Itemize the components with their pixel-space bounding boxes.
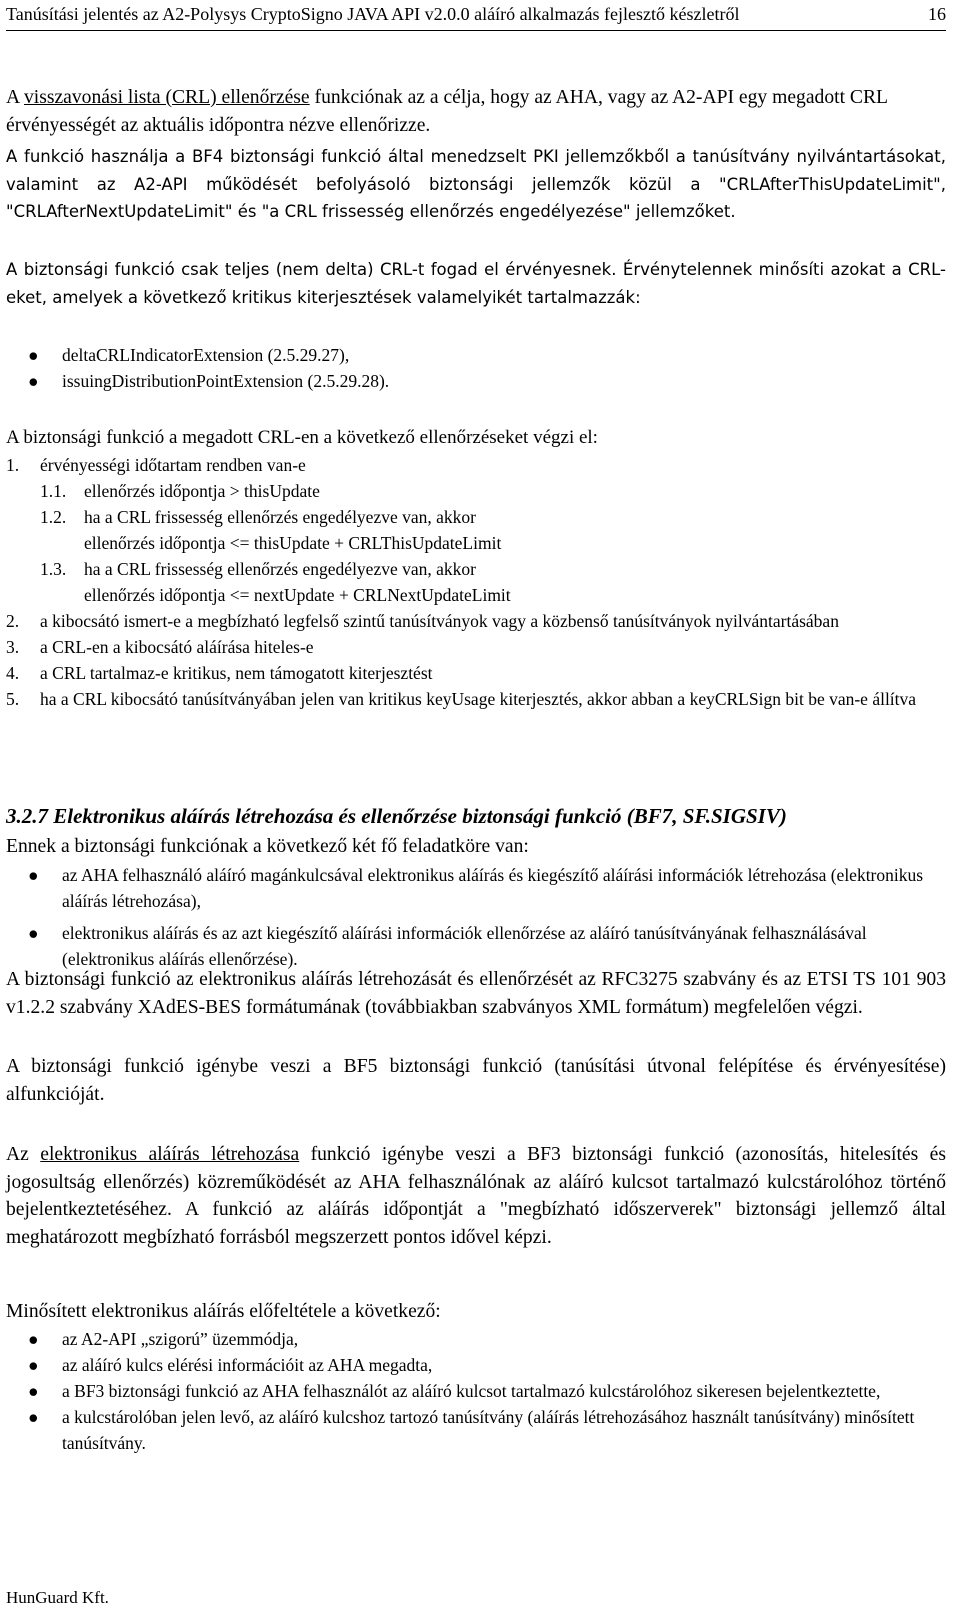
list-item: 1.3. ha a CRL frissesség ellenőrzés engedélyezve van, akkor ellenőrzés időpontja <= nextUpdate + CRLNextUpdateLimit <box>40 559 511 605</box>
bullet-icon: ● <box>28 1329 39 1349</box>
bullet-icon: ● <box>28 1355 39 1375</box>
footer-company: HunGuard Kft. <box>6 1588 109 1607</box>
list-item: 4. a CRL tartalmaz-e kritikus, nem támogatott kiterjesztést <box>6 663 433 683</box>
bullet-icon: ● <box>28 345 39 365</box>
section-paragraph-3: Az elektronikus aláírás létrehozása funkció igénybe veszi a BF3 biztonsági funkció (azonosítás, hitelesítés és jogosultság ellenőrzés) közreműködését az AHA felhasználónak az aláíró kulcsot tartalmazó kulcstárolóhoz történő bejelentkeztetéséhez. A funkció az aláírás időpontját a "megbízható időszerverek" biztonsági jellemző által meghatározott megbízható forrásból megszerzett pontos idővel képzi. <box>6 1144 946 1248</box>
list-item: ● issuingDistributionPointExtension (2.5.29.28). <box>6 368 946 394</box>
bullet-icon: ● <box>28 923 39 943</box>
bullet-icon: ● <box>28 1381 39 1401</box>
page-number: 16 <box>928 4 946 24</box>
list-item: ● a BF3 biztonsági funkció az AHA felhasználót az aláíró kulcsot tartalmazó kulcstárolóhoz sikeresen bejelentkeztette, <box>6 1378 946 1404</box>
list-item: 3. a CRL-en a kibocsátó aláírása hiteles-e <box>6 637 314 657</box>
section-paragraph-2: A biztonsági funkció igénybe veszi a BF5 biztonsági funkció (tanúsítási útvonal felépítése és érvényesítése) alfunkcióját. <box>6 1056 946 1105</box>
crl-checks-list <box>6 452 946 712</box>
signature-function-name: elektronikus aláírás létrehozása <box>40 1144 300 1165</box>
list-item: 1. érvényességi időtartam rendben van-e <box>6 455 306 475</box>
crl-function-name: visszavonási lista (CRL) ellenőrzése <box>23 87 310 108</box>
page-header <box>6 0 946 31</box>
prereq-list <box>6 1326 946 1456</box>
prereq-intro: Minősített elektronikus aláírás előfeltétele a következő: <box>6 1301 441 1322</box>
list-item: 5. ha a CRL kibocsátó tanúsítványában jelen van kritikus keyUsage kiterjesztés, akkor abban a keyCRLSign bit be van-e állítva <box>6 689 917 709</box>
section-paragraph-1: A biztonsági funkció az elektronikus aláírás létrehozását és ellenőrzését az RFC3275 szabvány és az ETSI TS 101 903 v1.2.2 szabvány XAdES-BES formátumának (továbbiakban szabványos XML formátum) megfelelően végzi. <box>6 969 946 1018</box>
task-list <box>6 862 946 972</box>
section-title: 3.2.7 Elektronikus aláírás létrehozása és ellenőrzése biztonsági funkció (BF7, SF.SIGSIV) <box>6 804 787 828</box>
list-item: 2. a kibocsátó ismert-e a megbízható legfelső szintű tanúsítványok vagy a közbenső tanúsítványok nyilvántartásában <box>6 611 839 631</box>
crl-paragraph-3: A biztonsági funkció csak teljes (nem delta) CRL-t fogad el érvényesnek. Érvénytelennek minősíti azokat a CRL-eket, amelyek a következő kritikus kiterjesztések valamelyikét tartalmazzák: <box>6 260 946 307</box>
list-item: ● az A2-API „szigorú” üzemmódja, <box>6 1326 946 1352</box>
bullet-icon: ● <box>28 1407 39 1427</box>
section-intro: Ennek a biztonsági funkciónak a következő két fő feladatköre van: <box>6 836 529 857</box>
crl-checks-intro: A biztonsági funkció a megadott CRL-en a következő ellenőrzéseket végzi el: <box>6 427 598 448</box>
list-item: 1.2. ha a CRL frissesség ellenőrzés engedélyezve van, akkor ellenőrzés időpontja <= thisUpdate + CRLThisUpdateLimit <box>40 507 502 553</box>
crl-paragraph-1: A visszavonási lista (CRL) ellenőrzése funkciónak az a célja, hogy az AHA, vagy az A2-API egy megadott CRL érvényességét az aktuális időpontra nézve ellenőrizze. <box>6 87 888 136</box>
list-item: ● az AHA felhasználó aláíró magánkulcsával elektronikus aláírás és kiegészítő aláírási információk létrehozása (elektronikus aláírás létrehozása), <box>6 862 946 914</box>
crl-paragraph-2: A funkció használja a BF4 biztonsági funkció által menedzselt PKI jellemzőkből a tanúsítvány nyilvántartásokat, valamint az A2-API működését befolyásoló biztonsági jellemzők közül a "CRLAfterThisUpdateLimit", "CRLAfterNextUpdateLimit" és "a CRL frissesség ellenőrzés engedélyezése" jellemzőket. <box>6 147 946 221</box>
list-item: ● elektronikus aláírás és az azt kiegészítő aláírási információk ellenőrzése az aláíró tanúsítványának felhasználásával (elektronikus aláírás ellenőrzése). <box>6 920 946 972</box>
bullet-icon: ● <box>28 865 39 885</box>
list-item: 1.1. ellenőrzés időpontja > thisUpdate <box>40 481 320 501</box>
list-item: ● az aláíró kulcs elérési információit az AHA megadta, <box>6 1352 946 1378</box>
bullet-icon: ● <box>28 371 39 391</box>
list-item: ● a kulcstárolóban jelen levő, az aláíró kulcshoz tartozó tanúsítvány (aláírás létrehozásához használt tanúsítvány) minősített tanúsítvány. <box>6 1404 946 1456</box>
list-item: ● deltaCRLIndicatorExtension (2.5.29.27), <box>6 342 946 368</box>
crl-extension-list <box>6 342 946 394</box>
header-title: Tanúsítási jelentés az A2-Polysys CryptoSigno JAVA API v2.0.0 aláíró alkalmazás fejlesztő készletről <box>6 4 740 24</box>
